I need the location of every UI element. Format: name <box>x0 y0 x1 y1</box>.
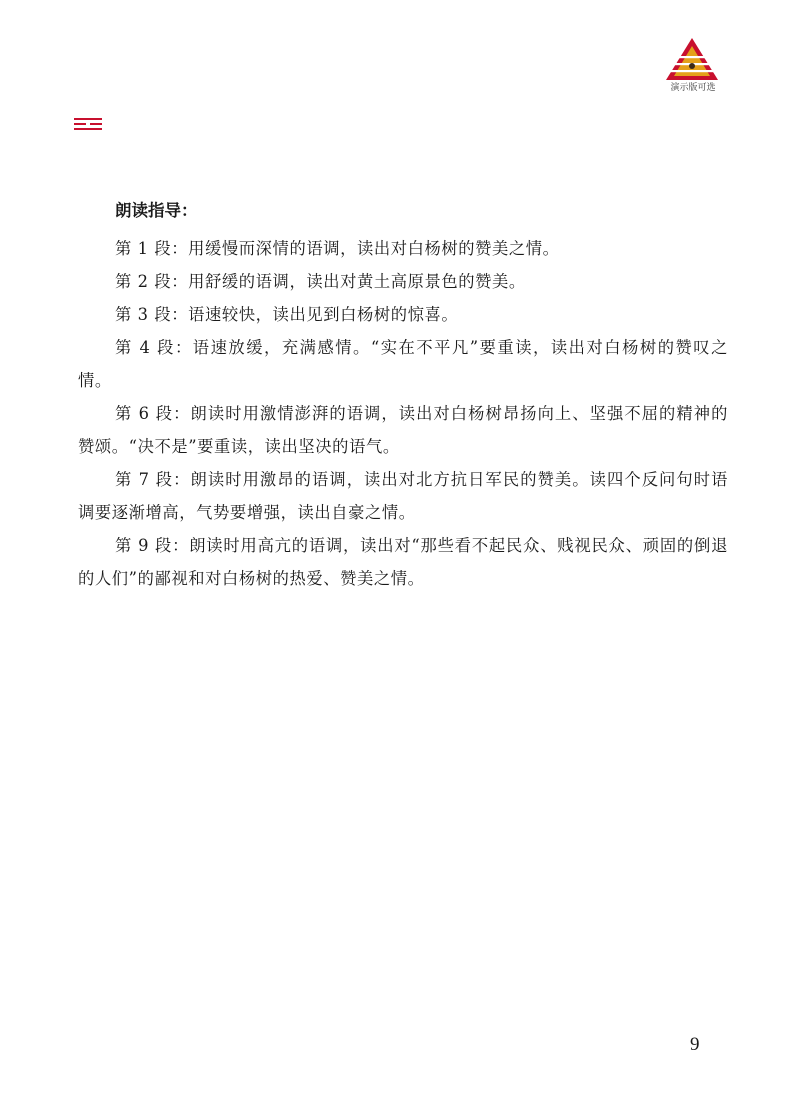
page-number: 9 <box>690 1034 700 1055</box>
paragraph-7: 第 7 段：朗读时用激昂的语调，读出对北方抗日军民的赞美。读四个反问句时语调要逐渐增高，气势要增强，读出自豪之情。 <box>78 470 728 522</box>
paragraph-4: 第 4 段：语速放缓，充满感情。“实在不平凡”要重读，读出对白杨树的赞叹之情。 <box>78 338 728 390</box>
section-heading: 朗读指导： <box>115 201 198 220</box>
paragraph-9: 第 9 段：朗读时用高亢的语调，读出对“那些看不起民众、贱视民众、顽固的倒退的人们”的鄙视和对白杨树的热爱、赞美之情。 <box>78 536 728 588</box>
paragraph-1: 第 1 段：用缓慢而深情的语调，读出对白杨树的赞美之情。 <box>115 239 560 258</box>
paragraph-6: 第 6 段：朗读时用激情澎湃的语调，读出对白杨树昂扬向上、坚强不屈的精神的赞颂。“决不是”要重读，读出坚决的语气。 <box>78 404 728 456</box>
corner-decoration-icon <box>72 116 104 132</box>
logo-caption: 演示版可选 <box>670 83 716 93</box>
paragraph-2: 第 2 段：用舒缓的语调，读出对黄土高原景色的赞美。 <box>115 272 526 291</box>
reading-guide <box>78 198 728 595</box>
paragraph-3: 第 3 段：语速较快，读出见到白杨树的惊喜。 <box>115 305 459 324</box>
